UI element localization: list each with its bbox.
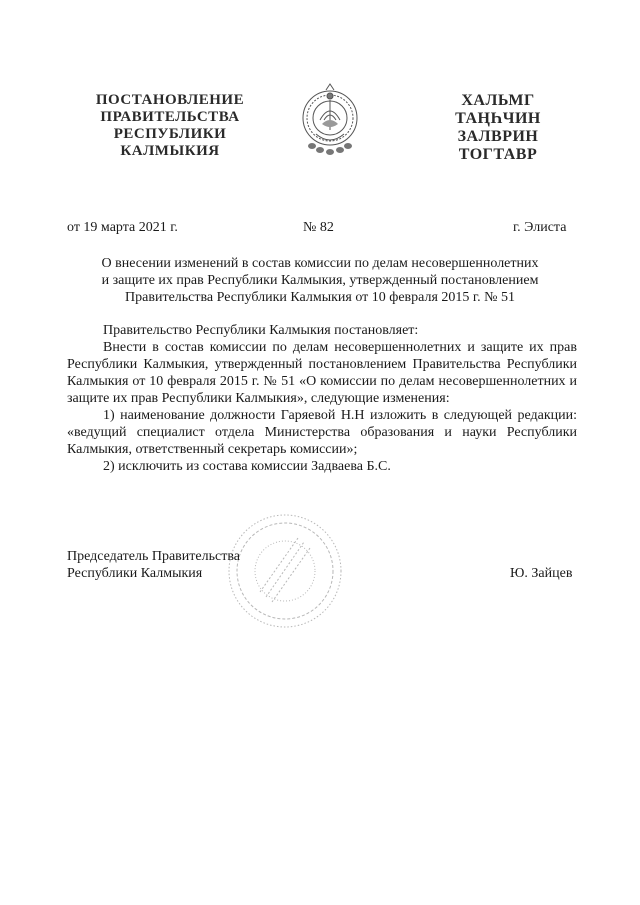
header-left-line: РЕСПУБЛИКИ [113, 126, 227, 142]
resolves-paragraph: Правительство Республики Калмыкия постановляет: [103, 323, 419, 338]
intro-paragraph: Внести в состав комиссии по делам несовершеннолетних и защите их прав Республики Калмыкия, утвержденный постановлением Правительства Республики Калмыкия от 10 февраля 2015 г. № 51 «О комиссии по делам несовершеннолетних и защите их прав Республики Калмыкия», следующие изменения: [67, 340, 577, 406]
title-line: О внесении изменений в состав комиссии по делам несовершеннолетних [101, 256, 539, 271]
header-left-line: ПРАВИТЕЛЬСТВА [100, 109, 240, 125]
header-left-line: ПОСТАНОВЛЕНИЕ [95, 92, 245, 108]
title-line: Правительства Республики Калмыкия от 10 февраля 2015 г. № 51 [125, 290, 515, 305]
header-right-line: ЗАЛВРИН [457, 128, 539, 145]
document-title [60, 255, 580, 306]
item-2-paragraph: 2) исключить из состава комиссии Задваева Б.С. [103, 459, 391, 474]
header-left [90, 92, 250, 160]
coat-of-arms-emblem-icon [298, 80, 362, 160]
signature-position-line: Председатель Правительства [67, 549, 240, 564]
document-date: от 19 марта 2021 г. [67, 220, 178, 235]
signature-name: Ю. Зайцев [510, 566, 573, 581]
signature-position [67, 548, 240, 582]
document-number: № 82 [303, 220, 334, 235]
signature-position-line: Республики Калмыкия [67, 566, 203, 581]
header-right [428, 92, 568, 164]
header-right-line: ТАҢҺЧИН [455, 110, 541, 127]
document-city: г. Элиста [513, 220, 567, 235]
item-1-paragraph: 1) наименование должности Гаряевой Н.Н изложить в следующей редакции: «ведущий специалист отдела Министерства образования и науки Республики Калмыкия, ответственный секретарь комиссии»; [67, 408, 577, 457]
header-left-line: КАЛМЫКИЯ [120, 143, 220, 159]
header-right-line: ТОГТАВР [458, 146, 538, 163]
document-body [67, 322, 577, 475]
official-seal-stamp [226, 512, 344, 630]
title-line: и защите их прав Республики Калмыкия, утвержденный постановлением [101, 273, 539, 288]
header-right-line: ХАЛЬМГ [461, 92, 535, 109]
